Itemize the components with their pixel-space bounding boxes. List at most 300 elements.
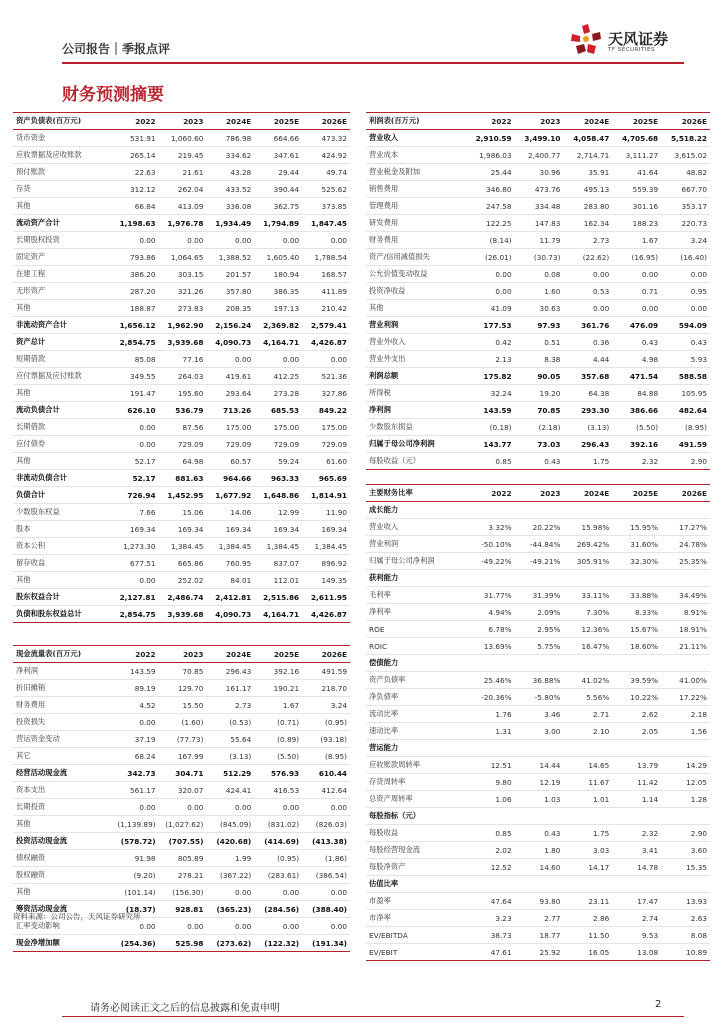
cell-value: 1,814.91 [302,487,350,504]
cell-value: 17.27% [661,519,710,536]
cell-value: 0.43 [612,334,661,351]
cell-value: 273.28 [254,385,302,402]
cell-value: 837.07 [254,555,302,572]
cell-value: 2.10 [563,723,612,740]
row-label: 其他 [13,572,111,589]
cell-value: 15.06 [159,504,207,521]
row-label: 股本 [13,521,111,538]
cell-value: 1,986.03 [466,147,515,164]
cell-value: 3.00 [515,723,564,740]
cell-value: 169.34 [302,521,350,538]
column-header: 2026E [302,646,350,663]
cell-value: 0.85 [466,825,515,842]
cell-value: 7.30% [563,604,612,621]
table-row [13,249,350,266]
cell-value: 0.42 [466,334,515,351]
cell-value: 305.91% [563,553,612,570]
row-label: 营业利润 [366,317,466,334]
cell-value: 963.33 [254,470,302,487]
cell-value: (0.53) [206,714,254,731]
cell-value: 13.69% [466,638,515,655]
cell-value: -5.80% [515,689,564,706]
cell-value: 0.00 [254,232,302,249]
cell-value: (254.36) [111,935,159,952]
cell-value: 0.36 [563,334,612,351]
cell-value: 1,677.92 [206,487,254,504]
cell-value: 0.00 [111,918,159,935]
row-label: 投资活动现金流 [13,833,111,850]
cell-value: -20.36% [466,689,515,706]
cell-value: 419.61 [206,368,254,385]
cell-value: 14.17 [563,859,612,876]
cell-value: 805.89 [159,850,207,867]
row-label: 每股经营现金流 [366,842,466,859]
cell-value: 12.05 [661,774,710,791]
cell-value: 5,518.22 [661,130,710,147]
cell-value: 1.75 [563,825,612,842]
cell-value: 169.34 [254,521,302,538]
table-row [366,553,710,570]
cell-value: 390.44 [254,181,302,198]
table-row [13,436,350,453]
cell-value: 218.70 [302,680,350,697]
table-row [366,638,710,655]
row-label: 资产负债率 [366,672,466,689]
cell-value: (8.14) [466,232,515,249]
cell-value: 13.93 [661,893,710,910]
cell-value: 512.29 [206,765,254,782]
cell-value: 0.00 [612,266,661,283]
cell-value: 21.11% [661,638,710,655]
cell-value: 2.90 [661,825,710,842]
table-row [13,283,350,300]
cell-value: 4,058.47 [563,130,612,147]
row-label: 毛利率 [366,587,466,604]
cell-value: 412.64 [302,782,350,799]
cell-value: 66.84 [111,198,159,215]
cell-value: 169.34 [206,521,254,538]
table-row [366,147,710,164]
table-title: 利润表(百万元) [366,113,466,130]
cell-value: (26.01) [466,249,515,266]
tf-securities-logo-icon [568,22,604,60]
row-label: 速动比率 [366,723,466,740]
cell-value: 0.00 [111,436,159,453]
footer-disclaimer: 请务必阅读正文之后的信息披露和免责申明 [90,1003,280,1014]
section-label: 估值比率 [366,876,710,893]
cell-value: 25.35% [661,553,710,570]
cell-value: 41.00% [661,672,710,689]
cell-value: 180.94 [254,266,302,283]
row-label: EV/EBIT [366,944,466,961]
cell-value: 3.46 [515,706,564,723]
cell-value: 73.03 [515,436,564,453]
cell-value: 2.02 [466,842,515,859]
table-row [366,587,710,604]
cell-value: 15.98% [563,519,612,536]
cell-value: 357.80 [206,283,254,300]
row-label: 应付票据及应付账款 [13,368,111,385]
row-label: 其他 [13,884,111,901]
row-label: 汇率变动影响 [13,918,111,935]
cell-value: 2.95% [515,621,564,638]
cell-value: 0.00 [612,300,661,317]
cell-value: 24.78% [661,536,710,553]
cell-value: 2.90 [661,453,710,470]
section-label: 偿债能力 [366,655,710,672]
table-row [366,672,710,689]
cell-value: 12.51 [466,757,515,774]
cell-value: 2,854.75 [111,334,159,351]
cell-value: 247.58 [466,198,515,215]
cell-value: 412.25 [254,368,302,385]
cell-value: 0.00 [302,918,350,935]
cell-value: 287.20 [111,283,159,300]
cell-value: 1,384.45 [159,538,207,555]
cell-value: 1,060.60 [159,130,207,147]
row-label: 流动资产合计 [13,215,111,232]
cell-value: 1,388.52 [206,249,254,266]
page-number: 2 [655,999,662,1010]
cell-value: (22.62) [563,249,612,266]
cell-value: -49.21% [515,553,564,570]
cell-value: 476.09 [612,317,661,334]
cell-value: 4,164.71 [254,606,302,623]
cell-value: 14.06 [206,504,254,521]
cell-value: 729.09 [254,436,302,453]
cell-value: 327.86 [302,385,350,402]
table-row [366,419,710,436]
cell-value: 12.99 [254,504,302,521]
cell-value: 1,656.12 [111,317,159,334]
cell-value: 3,615.02 [661,147,710,164]
cell-value: 626.10 [111,402,159,419]
column-header: 2026E [302,113,350,130]
cell-value: 2.73 [206,697,254,714]
row-label: 其他 [13,385,111,402]
cell-value: 11.50 [563,927,612,944]
cell-value: 64.38 [563,385,612,402]
column-header: 2024E [206,646,254,663]
table-row [366,368,710,385]
cell-value: 2.73 [563,232,612,249]
cell-value: (1.86) [302,850,350,867]
table-title: 主要财务比率 [366,485,466,502]
cell-value: 0.00 [302,232,350,249]
table-row [366,808,710,825]
cell-value: 31.60% [612,536,661,553]
cell-value: 685.53 [254,402,302,419]
cell-value: (386.54) [302,867,350,884]
cell-value: 29.44 [254,164,302,181]
row-label: 长期借款 [13,419,111,436]
row-label: 净负债率 [366,689,466,706]
table-row [366,944,710,961]
row-label: 留存收益 [13,555,111,572]
cell-value: 334.62 [206,147,254,164]
cell-value: 1.76 [466,706,515,723]
row-label: 资产/信用减值损失 [366,249,466,266]
cell-value: 0.00 [111,799,159,816]
cell-value: 0.00 [254,884,302,901]
cell-value: (3.13) [206,748,254,765]
cell-value: 89.19 [111,680,159,697]
row-label: 长期投资 [13,799,111,816]
cell-value: 347.61 [254,147,302,164]
table-row [13,334,350,351]
cell-value: 6.78% [466,621,515,638]
row-label: 长期股权投资 [13,232,111,249]
cell-value: 1.14 [612,791,661,808]
cell-value: 786.98 [206,130,254,147]
table-row [13,663,350,680]
cell-value: 495.13 [563,181,612,198]
table-row [13,589,350,606]
cell-value: 0.00 [159,799,207,816]
cell-value: 0.00 [254,799,302,816]
cell-value: 10.89 [661,944,710,961]
table-row [13,504,350,521]
column-header: 2023 [515,485,564,502]
cell-value: 0.85 [466,453,515,470]
table-row [366,893,710,910]
cell-value: (283.61) [254,867,302,884]
row-label: 营业成本 [366,147,466,164]
row-label: 其他 [13,816,111,833]
cell-value: 559.39 [612,181,661,198]
cell-value: 20.22% [515,519,564,536]
cell-value: 433.52 [206,181,254,198]
cell-value: 17.47 [612,893,661,910]
cell-value: 60.57 [206,453,254,470]
row-label: 投资净收益 [366,283,466,300]
column-header: 2025E [612,113,661,130]
cell-value: (0.89) [254,731,302,748]
cell-value: 296.43 [206,663,254,680]
table-row [13,748,350,765]
column-header: 2024E [206,113,254,130]
income-statement-table [366,112,710,470]
cell-value: (0.18) [466,419,515,436]
cell-value: 0.00 [111,714,159,731]
column-header: 2025E [612,485,661,502]
cell-value: 4.94% [466,604,515,621]
row-label: EV/EBITDA [366,927,466,944]
cell-value: 17.22% [661,689,710,706]
table-row [366,740,710,757]
table-row [13,799,350,816]
table-row [13,833,350,850]
cell-value: 386.35 [254,283,302,300]
table-row [13,453,350,470]
cell-value: 1,064.65 [159,249,207,266]
cell-value: 881.63 [159,470,207,487]
column-header: 2026E [661,485,710,502]
row-label: 债权融资 [13,850,111,867]
row-label: 营运资金变动 [13,731,111,748]
row-label: 货币资金 [13,130,111,147]
cell-value: 55.64 [206,731,254,748]
cell-value: (0.71) [254,714,302,731]
cell-value: 1,648.86 [254,487,302,504]
row-label: 应收账款周转率 [366,757,466,774]
cell-value: 2,486.74 [159,589,207,606]
cell-value: 1,452.95 [159,487,207,504]
cell-value: (707.55) [159,833,207,850]
cell-value: -44.84% [515,536,564,553]
table-row [13,181,350,198]
cell-value: 25.92 [515,944,564,961]
cell-value: 2.32 [612,453,661,470]
table-row [366,757,710,774]
cell-value: 413.09 [159,198,207,215]
row-label: 现金净增加额 [13,935,111,952]
cell-value: 729.09 [206,436,254,453]
table-row [13,935,350,952]
table-row [13,521,350,538]
cell-value: 1,976.78 [159,215,207,232]
cell-value: 1.28 [661,791,710,808]
cell-value: 0.00 [254,918,302,935]
cell-value: 25.46% [466,672,515,689]
table-row [13,164,350,181]
table-row [13,680,350,697]
table-row [13,232,350,249]
cell-value: 0.00 [159,918,207,935]
table-row [13,317,350,334]
section-title: 财务预测摘要 [62,85,164,105]
cell-value: (1,027.62) [159,816,207,833]
table-row [13,538,350,555]
cell-value: 143.59 [466,402,515,419]
table-row [366,502,710,519]
footer-divider [62,1016,684,1017]
table-row [13,487,350,504]
cell-value: 3,111.27 [612,147,661,164]
cell-value: 41.09 [466,300,515,317]
table-row [13,714,350,731]
cell-value: 525.98 [159,935,207,952]
cell-value: 0.00 [302,351,350,368]
cell-value: (578.72) [111,833,159,850]
cell-value: 473.32 [302,130,350,147]
cell-value: 169.34 [111,521,159,538]
row-label: 股权融资 [13,867,111,884]
cell-value: 8.38 [515,351,564,368]
cell-value: 143.77 [466,436,515,453]
table-row [13,130,350,147]
table-row [366,385,710,402]
cell-value: 18.60% [612,638,661,655]
table-row [366,317,710,334]
cell-value: (2.18) [515,419,564,436]
table-row [366,334,710,351]
cell-value: 8.91% [661,604,710,621]
cell-value: 19.20 [515,385,564,402]
cell-value: 201.57 [206,266,254,283]
cell-value: 312.12 [111,181,159,198]
cell-value: 0.43 [515,453,564,470]
cell-value: 2.32 [612,825,661,842]
cell-value: 4.44 [563,351,612,368]
cell-value: 167.99 [159,748,207,765]
cell-value: (156.30) [159,884,207,901]
cell-value: 15.50 [159,697,207,714]
table-row [366,266,710,283]
cell-value: 9.80 [466,774,515,791]
row-label: 资本公积 [13,538,111,555]
cell-value: 729.09 [302,436,350,453]
cell-value: 11.79 [515,232,564,249]
cell-value: 473.76 [515,181,564,198]
cell-value: 147.83 [515,215,564,232]
cell-value: 713.26 [206,402,254,419]
table-row [366,300,710,317]
table-row [13,816,350,833]
cell-value: 122.25 [466,215,515,232]
cell-value: 30.96 [515,164,564,181]
cell-value: 59.24 [254,453,302,470]
cell-value: 729.09 [159,436,207,453]
row-label: 流动负债合计 [13,402,111,419]
row-label: 营业外支出 [366,351,466,368]
cell-value: 482.64 [661,402,710,419]
column-header: 2023 [515,113,564,130]
cell-value: 2,579.41 [302,317,350,334]
row-label: 财务费用 [13,697,111,714]
cell-value: 12.52 [466,859,515,876]
cell-value: 33.88% [612,587,661,604]
section-label: 获利能力 [366,570,710,587]
cell-value: 1,847.45 [302,215,350,232]
table-row [13,419,350,436]
table-row [13,782,350,799]
row-label: 管理费用 [366,198,466,215]
cell-value: 91.98 [111,850,159,867]
cell-value: 664.66 [254,130,302,147]
cell-value: 1,794.89 [254,215,302,232]
cell-value: 12.36% [563,621,612,638]
cell-value: 14.60 [515,859,564,876]
cell-value: (1,139.89) [111,816,159,833]
cell-value: 23.11 [563,893,612,910]
cell-value: 11.42 [612,774,661,791]
cell-value: 90.05 [515,368,564,385]
cell-value: 220.73 [661,215,710,232]
cell-value: 4.52 [111,697,159,714]
cell-value: 13.08 [612,944,661,961]
cell-value: 9.53 [612,927,661,944]
cell-value: 11.67 [563,774,612,791]
cell-value: 5.93 [661,351,710,368]
cell-value: 161.17 [206,680,254,697]
cell-value: 0.00 [254,351,302,368]
cell-value: (30.73) [515,249,564,266]
cell-value: 15.95% [612,519,661,536]
cell-value: 665.86 [159,555,207,572]
row-label: 流动比率 [366,706,466,723]
row-label: 短期借款 [13,351,111,368]
cell-value: 0.00 [206,884,254,901]
cell-value: (284.56) [254,901,302,918]
table-title: 资产负债表(百万元) [13,113,111,130]
cell-value: 188.87 [111,300,159,317]
cell-value: (413.38) [302,833,350,850]
cell-value: 588.58 [661,368,710,385]
cell-value: 1,962.90 [159,317,207,334]
cell-value: 342.73 [111,765,159,782]
row-label: 每股净资产 [366,859,466,876]
